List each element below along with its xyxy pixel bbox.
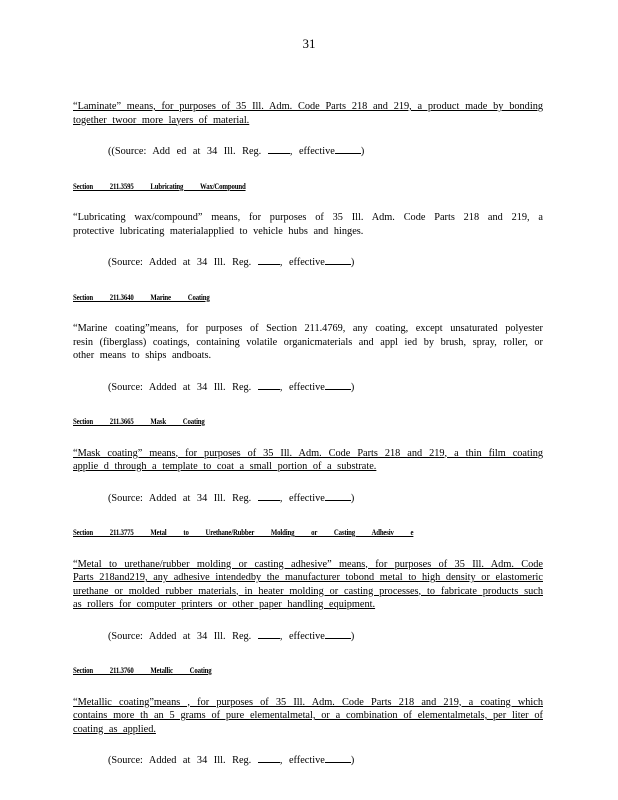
definition-entry-laminate — [73, 100, 543, 159]
source-suffix: ) — [350, 755, 355, 766]
reg-blank — [258, 753, 280, 763]
reg-blank — [258, 380, 280, 390]
effective-blank — [335, 144, 361, 154]
page-number: 31 — [302, 36, 316, 51]
section-heading: Section 211.3775 Metal to Urethane/Rubber Molding or Casting Adhesiv e — [73, 528, 414, 537]
source-prefix: (Source: Added at 34 Ill. Reg. — [108, 755, 252, 766]
source-suffix: ) — [350, 257, 355, 268]
source-note — [108, 629, 543, 644]
section-heading: Section 211.3665 Mask Coating — [73, 417, 205, 426]
section-heading: Section 211.3595 Lubricating Wax/Compound — [73, 181, 246, 191]
reg-blank — [258, 629, 280, 639]
definition-entry-mask-coating — [73, 415, 543, 505]
definition-text: “Mask coating” means, for purposes of 35 Ill. Adm. Code Parts 218 and 219, a thin film coating applie d through a template to coat a small portion of a substrate. — [73, 447, 543, 472]
source-prefix: ((Source: Add ed at 34 Ill. Reg. — [108, 146, 262, 157]
source-note — [108, 753, 543, 768]
effective-blank — [325, 380, 351, 390]
source-suffix: ) — [350, 630, 355, 642]
definition-text: “Marine coating”means, for purposes of Section 211.4769, any coating, except unsaturated polyester resin (fiberglass) coatings, containing volatile organicmaterials and appl ied by brush, spray, roller, or other means to ships andboats. — [73, 323, 543, 361]
document-body — [73, 100, 543, 768]
effective-blank — [325, 255, 351, 265]
source-mid: , effective — [279, 257, 325, 268]
source-note — [108, 491, 543, 506]
source-suffix: ) — [350, 381, 355, 393]
source-prefix: (Source: Added at 34 Ill. Reg. — [108, 381, 252, 393]
definition-text: “Lubricating wax/compound” means, for purposes of 35 Ill. Adm. Code Parts 218 and 219, a protective lubricating materialapplied to vehicle hubs and hinges. — [73, 212, 543, 237]
reg-blank — [268, 144, 290, 154]
source-prefix: (Source: Added at 34 Ill. Reg. — [108, 492, 252, 504]
reg-blank — [258, 491, 280, 501]
source-note — [108, 380, 543, 395]
source-mid: , effective — [289, 146, 335, 157]
effective-blank — [325, 629, 351, 639]
reg-blank — [258, 255, 280, 265]
source-prefix: (Source: Added at 34 Ill. Reg. — [108, 257, 252, 268]
source-mid: , effective — [279, 492, 325, 504]
definition-text: “Laminate” means, for purposes of 35 Ill. Adm. Code Parts 218 and 219, a product made by bonding together twoor more layers of material. — [73, 101, 543, 126]
source-mid: , effective — [279, 630, 325, 642]
definition-entry-metallic-coating — [73, 664, 543, 768]
definition-text: “Metal to urethane/rubber molding or casting adhesive” means, for purposes of 35 Ill. Adm. Code Parts 218and219, any adhesive intendedby the manufacturer tobond metal to high density or elastomeric urethane or molded rubber materials, in heater molding or casting processes, to fabricate products such as rollers for computer printers or other paper handling equipment. — [73, 558, 543, 610]
definition-entry-metal-urethane-adhesive — [73, 526, 543, 643]
source-note — [108, 255, 543, 270]
source-suffix: ) — [360, 146, 365, 157]
definition-text: “Metallic coating”means , for purposes of 35 Ill. Adm. Code Parts 218 and 219, a coating which contains more th an 5 grams of pure elementalmetal, or a combination of elementalmetals, per liter of coating as applied. — [73, 696, 543, 735]
source-suffix: ) — [350, 492, 355, 504]
source-mid: , effective — [279, 381, 325, 393]
effective-blank — [325, 491, 351, 501]
effective-blank — [325, 753, 351, 763]
source-prefix: (Source: Added at 34 Ill. Reg. — [108, 630, 252, 642]
definition-entry-marine-coating — [73, 291, 543, 395]
section-heading: Section 211.3640 Marine Coating — [73, 292, 210, 302]
source-mid: , effective — [279, 755, 325, 766]
definition-entry-lubricating-wax — [73, 180, 543, 270]
source-note — [108, 144, 543, 159]
section-heading: Section 211.3760 Metallic Coating — [73, 666, 212, 675]
